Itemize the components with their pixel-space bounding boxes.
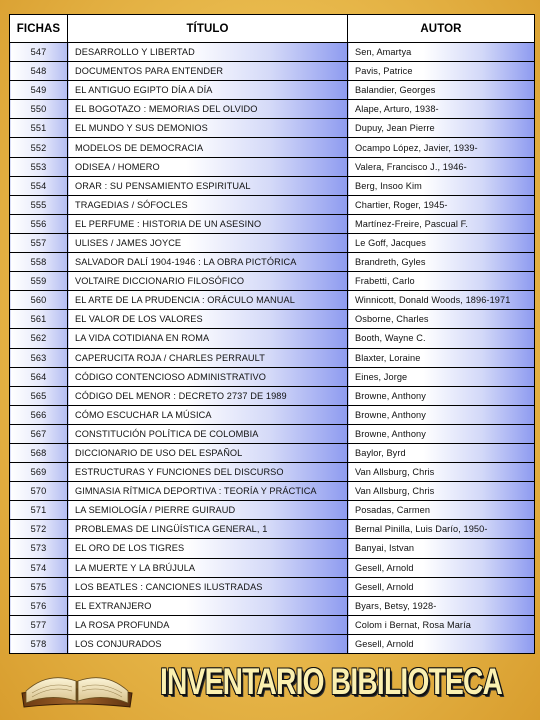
open-book-icon — [18, 663, 136, 715]
titulo-cell: EL EXTRANJERO — [68, 596, 348, 615]
titulo-cell: EL PERFUME : HISTORIA DE UN ASESINO — [68, 214, 348, 233]
header-fichas: FICHAS — [10, 15, 68, 43]
table-row — [10, 100, 535, 119]
autor-cell: Gesell, Arnold — [348, 577, 535, 596]
table-row — [10, 348, 535, 367]
ficha-cell: 567 — [10, 424, 68, 443]
autor-cell: Frabetti, Carlo — [348, 272, 535, 291]
ficha-cell: 569 — [10, 463, 68, 482]
ficha-cell: 559 — [10, 272, 68, 291]
ficha-cell: 578 — [10, 634, 68, 653]
ficha-cell: 564 — [10, 367, 68, 386]
table-row — [10, 233, 535, 252]
table-row — [10, 443, 535, 462]
ficha-cell: 560 — [10, 291, 68, 310]
table-row — [10, 424, 535, 443]
header-autor: AUTOR — [348, 15, 535, 43]
ficha-cell: 552 — [10, 138, 68, 157]
ficha-cell: 551 — [10, 119, 68, 138]
table-row — [10, 558, 535, 577]
titulo-cell: LOS BEATLES : CANCIONES ILUSTRADAS — [68, 577, 348, 596]
autor-cell: Browne, Anthony — [348, 424, 535, 443]
titulo-cell: CAPERUCITA ROJA / CHARLES PERRAULT — [68, 348, 348, 367]
autor-cell: Chartier, Roger, 1945- — [348, 195, 535, 214]
titulo-cell: TRAGEDIAS / SÓFOCLES — [68, 195, 348, 214]
table-row — [10, 157, 535, 176]
autor-cell: Martínez-Freire, Pascual F. — [348, 214, 535, 233]
autor-cell: Van Allsburg, Chris — [348, 482, 535, 501]
titulo-cell: EL ANTIGUO EGIPTO DÍA A DÍA — [68, 81, 348, 100]
table-row — [10, 272, 535, 291]
autor-cell: Berg, Insoo Kim — [348, 176, 535, 195]
titulo-cell: LA VIDA COTIDIANA EN ROMA — [68, 329, 348, 348]
table-row — [10, 482, 535, 501]
titulo-cell: EL ORO DE LOS TIGRES — [68, 539, 348, 558]
autor-cell: Pavis, Patrice — [348, 62, 535, 81]
table-row — [10, 463, 535, 482]
table-body — [10, 43, 535, 654]
ficha-cell: 575 — [10, 577, 68, 596]
autor-cell: Blaxter, Loraine — [348, 348, 535, 367]
ficha-cell: 550 — [10, 100, 68, 119]
titulo-cell: EL ARTE DE LA PRUDENCIA : ORÁCULO MANUAL — [68, 291, 348, 310]
ficha-cell: 548 — [10, 62, 68, 81]
titulo-cell: CÓMO ESCUCHAR LA MÚSICA — [68, 405, 348, 424]
ficha-cell: 572 — [10, 520, 68, 539]
titulo-cell: CÓDIGO DEL MENOR : DECRETO 2737 DE 1989 — [68, 386, 348, 405]
titulo-cell: MODELOS DE DEMOCRACIA — [68, 138, 348, 157]
banner-title: INVENTARIO BIBILIOTECA — [160, 661, 503, 702]
ficha-cell: 574 — [10, 558, 68, 577]
table-row — [10, 81, 535, 100]
autor-cell: Dupuy, Jean Pierre — [348, 119, 535, 138]
ficha-cell: 556 — [10, 214, 68, 233]
titulo-cell: CONSTITUCIÓN POLÍTICA DE COLOMBIA — [68, 424, 348, 443]
titulo-cell: ODISEA / HOMERO — [68, 157, 348, 176]
titulo-cell: LA MUERTE Y LA BRÚJULA — [68, 558, 348, 577]
table-header-row — [10, 15, 535, 43]
ficha-cell: 557 — [10, 233, 68, 252]
titulo-cell: VOLTAIRE DICCIONARIO FILOSÓFICO — [68, 272, 348, 291]
ficha-cell: 577 — [10, 615, 68, 634]
table-row — [10, 405, 535, 424]
table-row — [10, 291, 535, 310]
ficha-cell: 561 — [10, 310, 68, 329]
ficha-cell: 576 — [10, 596, 68, 615]
titulo-cell: DICCIONARIO DE USO DEL ESPAÑOL — [68, 443, 348, 462]
autor-cell: Booth, Wayne C. — [348, 329, 535, 348]
ficha-cell: 554 — [10, 176, 68, 195]
table-row — [10, 253, 535, 272]
table-row — [10, 577, 535, 596]
table-row — [10, 43, 535, 62]
autor-cell: Brandreth, Gyles — [348, 253, 535, 272]
autor-cell: Colom i Bernat, Rosa María — [348, 615, 535, 634]
autor-cell: Eines, Jorge — [348, 367, 535, 386]
autor-cell: Osborne, Charles — [348, 310, 535, 329]
autor-cell: Browne, Anthony — [348, 386, 535, 405]
table-row — [10, 501, 535, 520]
ficha-cell: 573 — [10, 539, 68, 558]
header-titulo: TÍTULO — [68, 15, 348, 43]
titulo-cell: EL MUNDO Y SUS DEMONIOS — [68, 119, 348, 138]
titulo-cell: LA SEMIOLOGÍA / PIERRE GUIRAUD — [68, 501, 348, 520]
titulo-cell: LOS CONJURADOS — [68, 634, 348, 653]
titulo-cell: DESARROLLO Y LIBERTAD — [68, 43, 348, 62]
autor-cell: Banyai, Istvan — [348, 539, 535, 558]
ficha-cell: 555 — [10, 195, 68, 214]
table-row — [10, 119, 535, 138]
autor-cell: Valera, Francisco J., 1946- — [348, 157, 535, 176]
table-row — [10, 329, 535, 348]
titulo-cell: LA ROSA PROFUNDA — [68, 615, 348, 634]
ficha-cell: 568 — [10, 443, 68, 462]
titulo-cell: ESTRUCTURAS Y FUNCIONES DEL DISCURSO — [68, 463, 348, 482]
table-row — [10, 615, 535, 634]
autor-cell: Baylor, Byrd — [348, 443, 535, 462]
table-row — [10, 596, 535, 615]
autor-cell: Le Goff, Jacques — [348, 233, 535, 252]
autor-cell: Gesell, Arnold — [348, 558, 535, 577]
ficha-cell: 563 — [10, 348, 68, 367]
autor-cell: Balandier, Georges — [348, 81, 535, 100]
table-row — [10, 386, 535, 405]
titulo-cell: ULISES / JAMES JOYCE — [68, 233, 348, 252]
table-row — [10, 138, 535, 157]
titulo-cell: EL VALOR DE LOS VALORES — [68, 310, 348, 329]
inventory-table — [9, 14, 535, 654]
titulo-cell: GIMNASIA RÍTMICA DEPORTIVA : TEORÍA Y PRÁCTICA — [68, 482, 348, 501]
autor-cell: Van Allsburg, Chris — [348, 463, 535, 482]
ficha-cell: 565 — [10, 386, 68, 405]
autor-cell: Alape, Arturo, 1938- — [348, 100, 535, 119]
autor-cell: Posadas, Carmen — [348, 501, 535, 520]
table-row — [10, 367, 535, 386]
titulo-cell: CÓDIGO CONTENCIOSO ADMINISTRATIVO — [68, 367, 348, 386]
footer-banner — [0, 655, 540, 720]
ficha-cell: 570 — [10, 482, 68, 501]
titulo-cell: SALVADOR DALÍ 1904-1946 : LA OBRA PICTÓRICA — [68, 253, 348, 272]
titulo-cell: ORAR : SU PENSAMIENTO ESPIRITUAL — [68, 176, 348, 195]
titulo-cell: PROBLEMAS DE LINGÜÍSTICA GENERAL, 1 — [68, 520, 348, 539]
table-row — [10, 176, 535, 195]
autor-cell: Winnicott, Donald Woods, 1896-1971 — [348, 291, 535, 310]
ficha-cell: 566 — [10, 405, 68, 424]
table-row — [10, 62, 535, 81]
ficha-cell: 547 — [10, 43, 68, 62]
table-row — [10, 310, 535, 329]
ficha-cell: 558 — [10, 253, 68, 272]
table-row — [10, 539, 535, 558]
autor-cell: Byars, Betsy, 1928- — [348, 596, 535, 615]
table-row — [10, 195, 535, 214]
autor-cell: Browne, Anthony — [348, 405, 535, 424]
ficha-cell: 571 — [10, 501, 68, 520]
autor-cell: Bernal Pinilla, Luis Darío, 1950- — [348, 520, 535, 539]
ficha-cell: 553 — [10, 157, 68, 176]
table-row — [10, 520, 535, 539]
autor-cell: Ocampo López, Javier, 1939- — [348, 138, 535, 157]
autor-cell: Gesell, Arnold — [348, 634, 535, 653]
titulo-cell: EL BOGOTAZO : MEMORIAS DEL OLVIDO — [68, 100, 348, 119]
titulo-cell: DOCUMENTOS PARA ENTENDER — [68, 62, 348, 81]
table-row — [10, 214, 535, 233]
ficha-cell: 562 — [10, 329, 68, 348]
ficha-cell: 549 — [10, 81, 68, 100]
autor-cell: Sen, Amartya — [348, 43, 535, 62]
table-row — [10, 634, 535, 653]
